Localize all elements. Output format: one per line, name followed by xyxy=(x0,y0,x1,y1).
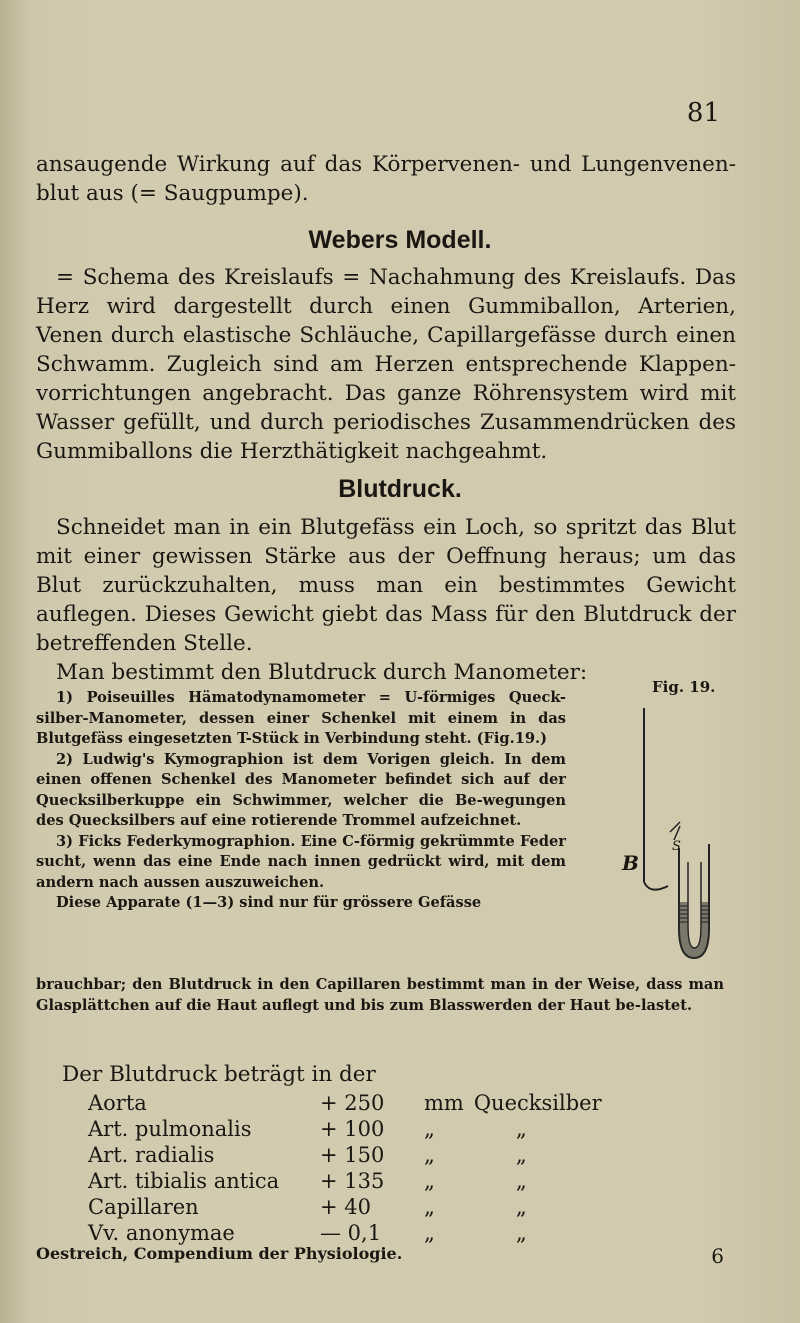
unit-name: „ xyxy=(515,1221,527,1245)
unit-name: „ xyxy=(515,1169,527,1193)
table-row xyxy=(88,1142,602,1168)
unit: „ xyxy=(424,1221,435,1245)
figure-letter-b: B xyxy=(622,851,639,875)
table-row xyxy=(88,1090,602,1116)
pressure-value: + 40 xyxy=(320,1195,371,1219)
table-row xyxy=(88,1116,602,1142)
page-footer xyxy=(36,1244,724,1268)
vessel-name: Capillaren xyxy=(88,1195,199,1219)
vessel-name: Art. tibialis antica xyxy=(88,1169,280,1193)
pressure-value: + 250 xyxy=(320,1091,385,1115)
table-row xyxy=(88,1194,602,1220)
figure-letter-s: S xyxy=(672,839,681,854)
table-row xyxy=(88,1168,602,1194)
intro-paragraph: ansaugende Wirkung auf das Körpervenen- und Lungenvenen-blut aus (= Saugpumpe). xyxy=(36,152,736,206)
unit-name: „ xyxy=(515,1117,527,1141)
manometer-intro: Man bestimmt den Blutdruck durch Manometer: xyxy=(56,660,588,685)
pressure-value: — 0,1 xyxy=(320,1221,382,1245)
signature-mark: 6 xyxy=(711,1244,724,1268)
paragraph-webers-modell: = Schema des Kreislaufs = Nachahmung des Kreislaufs. Das Herz wird dargestellt durch einen Gummiballon, Arterien, Venen durch elastische Schläuche, Capillargefässe durch einen Schwamm. Zugleich sind am Herzen entsprechende Klappen-vorrichtungen angebracht. Das ganze Röhrensystem wird mit Wasser gefüllt, und durch periodisches Zusammendrücken des Gummiballons die Herzthätigkeit nachgeahmt. xyxy=(36,265,736,464)
table-row xyxy=(88,1220,602,1246)
blood-pressure-table xyxy=(88,1090,602,1246)
unit: „ xyxy=(424,1195,435,1219)
list-item: 3) Ficks Federkymographion. Eine C-förmig gekrümmte Feder sucht, wenn das eine Ende nach innen gedrückt wird, mit dem andern nach aussen auszuweichen. xyxy=(36,832,566,891)
unit-name: Quecksilber xyxy=(473,1091,602,1115)
paragraph-blutdruck: Schneidet man in ein Blutgefäss ein Loch, so spritzt das Blut mit einer gewissen Stärke aus der Oeffnung heraus; um das Blut zurückzuhalten, muss man ein bestimmtes Gewicht auflegen. Dieses Gewicht giebt das Mass für den Blutdruck der betreffenden Stelle. xyxy=(36,515,736,656)
figure-manometer-illustration xyxy=(580,690,720,975)
note-narrow: Diese Apparate (1—3) sind nur für grössere Gefässe xyxy=(56,894,482,911)
figure-label: Fig. 19. xyxy=(652,678,716,696)
unit: mm xyxy=(424,1091,464,1115)
page-number: 81 xyxy=(686,98,720,128)
unit-name: „ xyxy=(515,1143,527,1167)
unit: „ xyxy=(424,1169,435,1193)
vessel-name: Art. pulmonalis xyxy=(88,1117,252,1141)
heading-blutdruck: Blutdruck. xyxy=(338,475,462,503)
manometer-list xyxy=(36,688,566,914)
list-item: 2) Ludwig's Kymographion ist dem Vorigen gleich. In dem einen offenen Schenkel des Manometer befindet sich auf der Quecksilberkuppe ein Schwimmer, welcher die Be-wegungen des Quecksilbers auf eine rotierende Trommel aufzeichnet. xyxy=(36,750,566,829)
pressure-value: + 150 xyxy=(320,1143,385,1167)
vessel-name: Vv. anonymae xyxy=(88,1221,235,1245)
note-wide: brauchbar; den Blutdruck in den Capillaren bestimmt man in der Weise, dass man Glasplättchen auf die Haut auflegt und bis zum Blasswerden der Haut be-lastet. xyxy=(36,976,724,1014)
footer-citation: Oestreich, Compendium der Physiologie. xyxy=(36,1244,403,1263)
unit: „ xyxy=(424,1143,435,1167)
pressure-value: + 135 xyxy=(320,1169,385,1193)
blood-pressure-intro: Der Blutdruck beträgt in der xyxy=(62,1062,376,1087)
unit: „ xyxy=(424,1117,435,1141)
list-item: 1) Poiseuilles Hämatodynamometer = U-förmiges Queck-silber-Manometer, dessen einer Schenkel mit einem in das Blutgefäss eingesetzten T-Stück in Verbindung steht. (Fig.19.) xyxy=(36,689,566,747)
vessel-name: Aorta xyxy=(88,1091,147,1115)
pressure-value: + 100 xyxy=(320,1117,385,1141)
heading-webers-modell: Webers Modell. xyxy=(308,226,492,254)
vessel-name: Art. radialis xyxy=(88,1143,215,1167)
unit-name: „ xyxy=(515,1195,527,1219)
